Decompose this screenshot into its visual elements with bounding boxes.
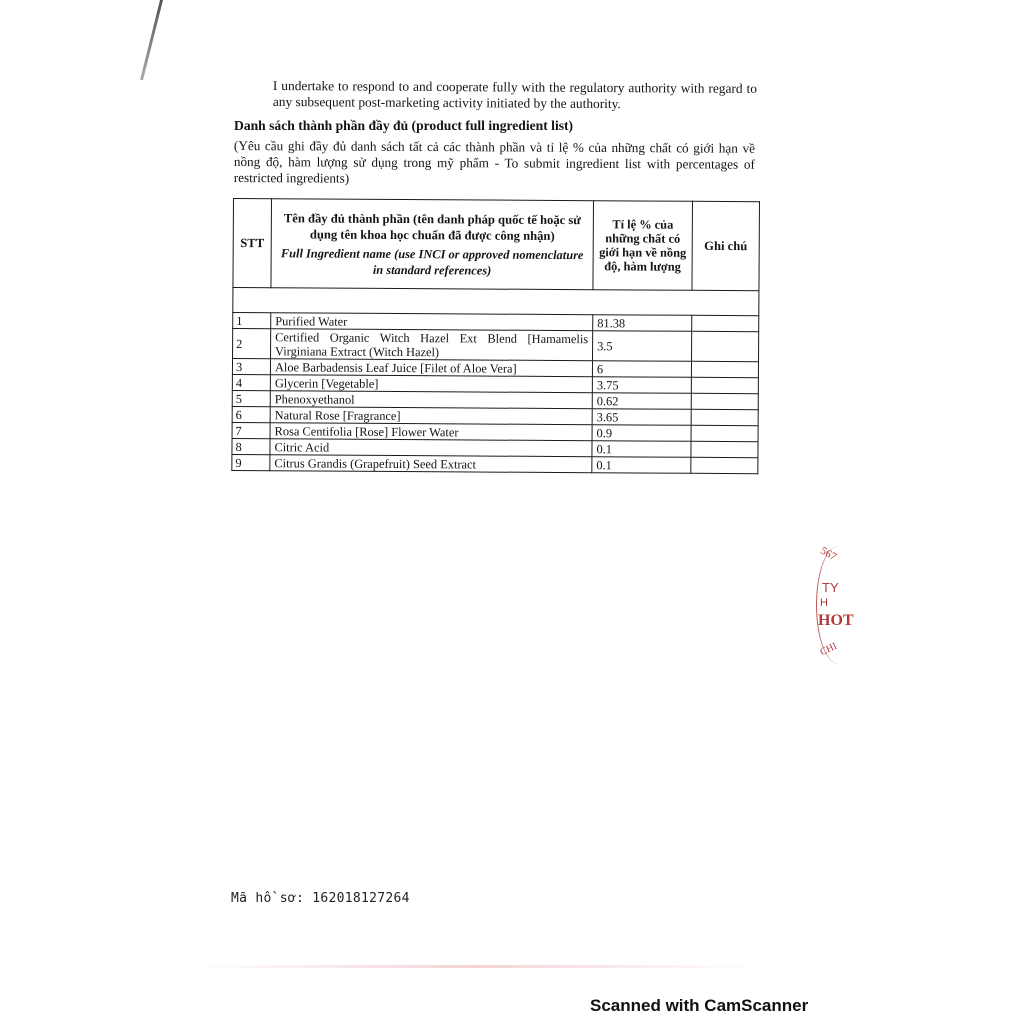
row-ingredient-name: Citric Acid — [270, 439, 592, 457]
table-row — [233, 329, 759, 362]
seal-text-3: H — [820, 597, 828, 609]
row-note — [691, 377, 758, 393]
row-ratio: 0.9 — [592, 425, 691, 442]
row-ingredient-name: Rosa Centifolia [Rose] Flower Water — [270, 423, 592, 441]
header-name-vietnamese: Tên đầy đủ thành phần (tên danh pháp quốc tế hoặc sử dụng tên khoa học chuẩn đã được công nhận) — [283, 210, 581, 243]
row-stt: 9 — [232, 454, 270, 470]
ingredient-table — [231, 198, 760, 474]
header-name-english: Full Ingredient name (use INCI or approved nomenclature in standard references) — [280, 245, 584, 278]
row-ingredient-name: Purified Water — [271, 313, 593, 331]
row-note — [691, 409, 758, 425]
row-ingredient-name: Certified Organic Witch Hazel Ext Blend [Hamamelis Virginiana Extract (Witch Hazel) — [271, 329, 593, 361]
table-spacer-row — [233, 288, 759, 316]
row-ratio: 0.1 — [592, 457, 691, 474]
page-edge-shadow — [140, 0, 163, 80]
seal-text-4: HOT — [818, 612, 854, 629]
row-ratio: 81.38 — [593, 315, 692, 332]
record-code: Mã hồ sơ: 162018127264 — [231, 891, 410, 906]
row-note — [691, 361, 758, 377]
seal-text-1: 567 — [818, 544, 839, 564]
row-ratio: 6 — [592, 361, 691, 378]
undertaking-paragraph: I undertake to respond to and cooperate fully with the regulatory authority with regard to any subsequent post-marketing activity initiated by the authority. — [272, 78, 757, 112]
row-stt: 8 — [232, 438, 270, 454]
scanner-watermark: Scanned with CamScanner — [590, 996, 809, 1015]
row-ingredient-name: Glycerin [Vegetable] — [270, 375, 592, 393]
row-note — [691, 441, 758, 457]
row-stt: 2 — [233, 329, 271, 359]
faint-bleed-line — [195, 965, 755, 968]
row-note — [691, 457, 758, 473]
seal-text-5: CHI — [818, 640, 839, 659]
row-ingredient-name: Citrus Grandis (Grapefruit) Seed Extract — [270, 455, 592, 473]
row-note — [691, 425, 758, 441]
row-stt: 7 — [232, 422, 270, 438]
table-header-row — [233, 199, 760, 291]
row-note — [692, 315, 759, 331]
row-stt: 3 — [232, 359, 270, 375]
table-row — [232, 454, 758, 473]
header-stt: STT — [233, 199, 272, 288]
row-ratio: 0.1 — [592, 441, 691, 458]
ingredient-list-title: Danh sách thành phần đầy đủ (product full ingredient list) — [234, 118, 574, 133]
row-stt: 4 — [232, 374, 270, 390]
company-seal-fragment — [812, 544, 854, 666]
header-note: Ghi chú — [692, 201, 760, 290]
row-ratio: 0.62 — [592, 393, 691, 410]
row-ingredient-name: Phenoxyethanol — [270, 391, 592, 409]
row-stt: 5 — [232, 390, 270, 406]
row-ratio: 3.75 — [592, 377, 691, 394]
row-note — [692, 331, 759, 361]
row-stt: 6 — [232, 406, 270, 422]
header-ingredient-name — [271, 199, 594, 290]
seal-text-2: TY — [822, 580, 839, 595]
row-ratio: 3.5 — [593, 331, 692, 362]
row-stt: 1 — [233, 313, 271, 329]
ingredient-list-requirement: (Yêu cầu ghi đầy đủ danh sách tất cả các thành phần và tỉ lệ % của những chất có giới hạn về nồng độ, hàm lượng sử dụng trong mỹ phẩm - To submit ingredient list with percentages of restricted ingredients) — [233, 138, 755, 186]
ingredient-table-wrapper — [231, 198, 759, 474]
row-note — [691, 393, 758, 409]
row-ratio: 3.65 — [592, 409, 691, 426]
header-ratio: Tỉ lệ % của những chất có giới hạn về nồng độ, hàm lượng — [593, 201, 693, 291]
row-ingredient-name: Natural Rose [Fragrance] — [270, 407, 592, 425]
spacer-cell — [233, 288, 759, 316]
row-ingredient-name: Aloe Barbadensis Leaf Juice [Filet of Aloe Vera] — [270, 359, 592, 377]
